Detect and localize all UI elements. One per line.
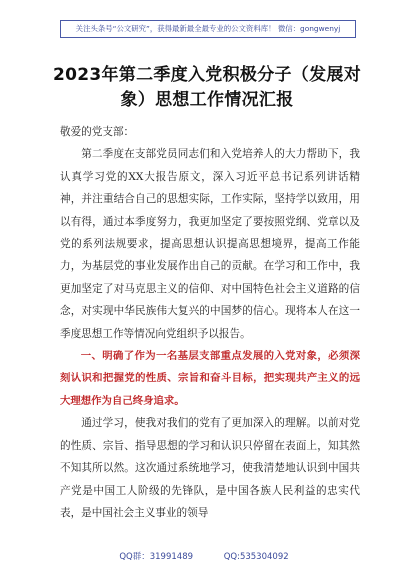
paragraph-2: 通过学习，使我对我们的党有了更加深入的理解。以前对党的性质、宗旨、指导思想的学习和认识只停留在表面上，知其然不知其所以然。这次通过系统地学习，使我清楚地认识到中国共产党是中国工人阶级的先锋队，是中国各族人民利益的忠实代表，是中国社会主义事业的领导: [60, 417, 360, 519]
footer-qq: QQ:535304092: [223, 552, 289, 562]
document-body: [60, 121, 360, 524]
section-heading-1: 一、明确了作为一名基层支部重点发展的入党对象，必须深刻认识和把握党的性质、宗旨和奋斗目标，把实现共产主义的远大理想作为自己终身追求。: [60, 350, 360, 407]
header-banner: 关注头条号“公文研究”，获得最新最全最专业的公文资料库！ 微信：gongwenyj: [60, 20, 356, 38]
document-title: 2023年第二季度入党积极分子（发展对象）思想工作情况汇报: [52, 65, 361, 110]
paragraph-1: 第二季度在支部党员同志们和入党培养人的大力帮助下，我认真学习党的XX大报告原文，深入习近平总书记系列讲话精神，并注重结合自己的思想实际，工作实际，坚持学以致用，用以有得，通过本季度努力，我更加坚定了要按照党纲、党章以及党的系列法规要求，提高思想认识提高思想境界，提高工作能力，为基层党的事业发展作出自己的贡献。在学习和工作中，我更加坚定了对马克思主义的信仰、对中国特色社会主义道路的信念，对实现中华民族伟大复兴的中国梦的信心。现将本人在这一季度思想工作等情况向党组织予以报告。: [60, 148, 360, 340]
salutation: 敬爱的党支部：: [60, 126, 135, 138]
footer: [0, 550, 408, 566]
footer-qq-group: QQ群：31991489: [119, 552, 194, 562]
